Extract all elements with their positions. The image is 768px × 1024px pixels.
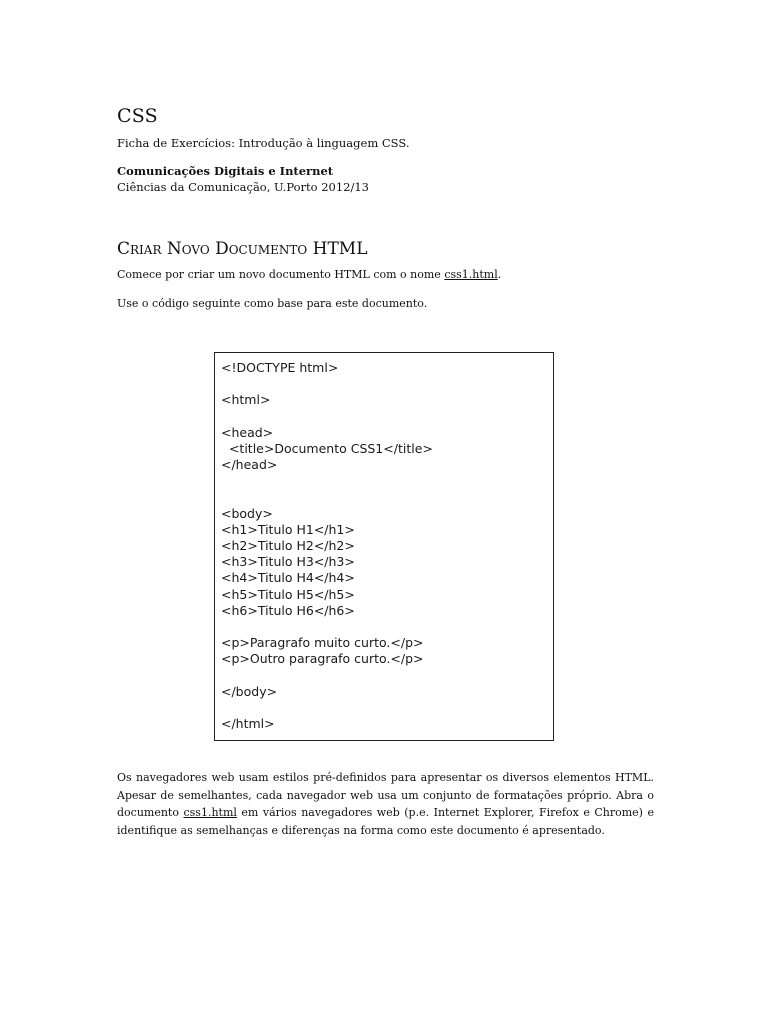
code-line: </head> <box>221 457 278 473</box>
code-line: <h6>Titulo H6</h6> <box>221 602 355 618</box>
code-line: <h4>Titulo H4</h4> <box>221 570 355 586</box>
code-line: </html> <box>221 716 275 732</box>
code-line: <body> <box>221 505 273 521</box>
code-line: <h3>Titulo H3</h3> <box>221 554 355 570</box>
code-listing <box>214 352 554 741</box>
code-line: <h2>Titulo H2</h2> <box>221 538 355 554</box>
code-line: <html> <box>221 392 271 408</box>
base-instruction: Use o código seguinte como base para este documento. <box>117 297 428 310</box>
intro-text: Comece por criar um novo documento HTML com o nome <box>117 268 445 281</box>
closing-text: Os navegadores web usam estilos pré-definidos para apresentar os diversos elementos HTML. Apesar de semelhantes, cada navegador web usa um conjunto de formatações próprio. Abra o documento <box>117 771 654 819</box>
code-line <box>221 700 547 716</box>
course-name: Comunicações Digitais e Internet <box>117 164 334 178</box>
code-line <box>221 409 547 425</box>
code-line: <h5>Titulo H5</h5> <box>221 586 355 602</box>
intro-text-end: . <box>497 268 502 281</box>
filename-reference-closing: css1.html <box>183 806 237 819</box>
closing-paragraph <box>117 769 654 839</box>
code-line: <!DOCTYPE html> <box>221 360 339 375</box>
code-line <box>221 376 547 392</box>
code-line <box>221 619 547 635</box>
code-line <box>221 668 547 684</box>
filename-reference: css1.html <box>444 268 498 281</box>
intro-paragraph <box>117 268 501 281</box>
code-line: <head> <box>221 424 274 440</box>
section-heading: Criar Novo Documento HTML <box>117 239 368 259</box>
code-line: <h1>Titulo H1</h1> <box>221 521 355 537</box>
institution-line: Ciências da Comunicação, U.Porto 2012/13 <box>117 180 370 194</box>
code-line: <title>Documento CSS1</title> <box>221 440 433 456</box>
closing-text-end: em vários navegadores web (p.e. Internet Explorer, Firefox e Chrome) e identifique as semelhanças e diferenças na forma como este documento é apresentado. <box>117 806 654 837</box>
code-line <box>221 473 547 489</box>
code-line: <p>Paragrafo muito curto.</p> <box>221 635 424 651</box>
code-line: </body> <box>221 683 278 699</box>
code-line <box>221 490 547 506</box>
document-subtitle: Ficha de Exercícios: Introdução à linguagem CSS. <box>117 136 410 150</box>
document-title: CSS <box>117 105 158 127</box>
code-line: <p>Outro paragrafo curto.</p> <box>221 651 424 667</box>
